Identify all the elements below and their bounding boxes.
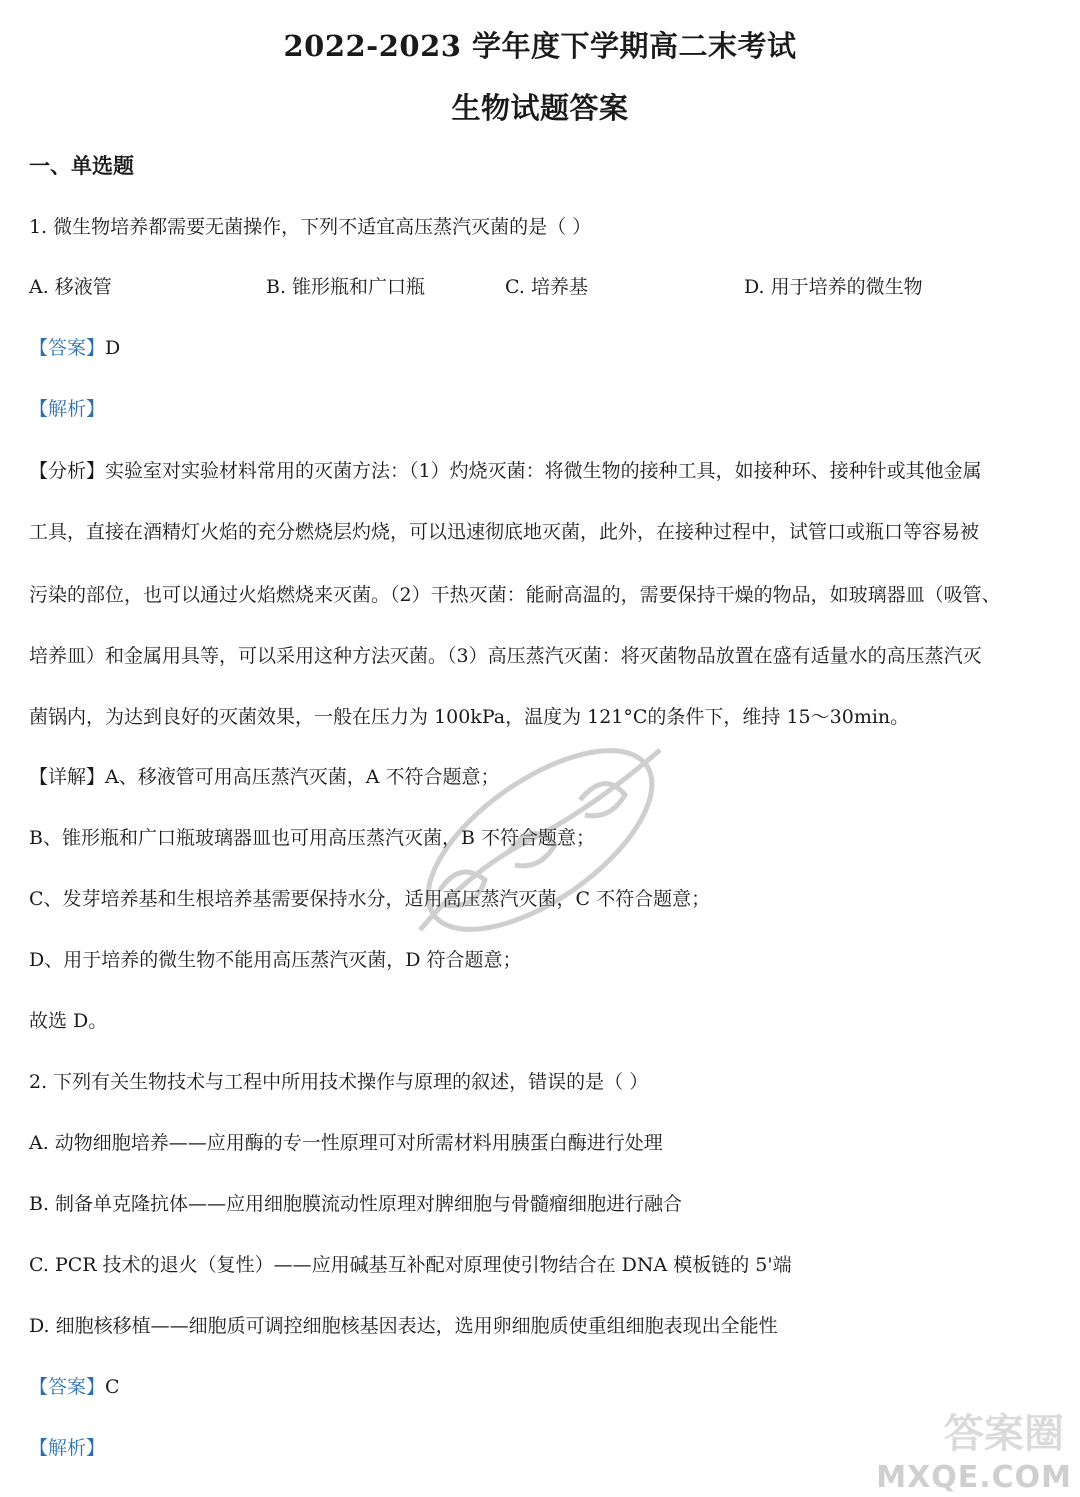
- q1-fenxi-line-3: 污染的部位，也可以通过火焰燃烧来灭菌。（2）干热灭菌：能耐高温的，需要保持干燥的物品，如玻璃器皿（吸管、: [29, 584, 1001, 606]
- q1-answer: [29, 333, 120, 360]
- section-heading: 一、单选题: [29, 153, 134, 178]
- q1-option-b: B. 锥形瓶和广口瓶: [266, 276, 426, 298]
- q1-fenxi-line-4: 培养皿）和金属用具等，可以采用这种方法灭菌。（3）高压蒸汽灭菌：将灭菌物品放置在盛有适量水的高压蒸汽灭: [29, 645, 982, 667]
- q1-option-d: D. 用于培养的微生物: [744, 276, 923, 298]
- q1-option-a: A. 移液管: [29, 276, 112, 298]
- answer-value: D: [105, 337, 121, 359]
- q1-fenxi-line-1: [29, 456, 982, 483]
- q1-fenxi-line-5: 菌锅内，为达到良好的灭菌效果，一般在压力为 100kPa，温度为 121°C的条件下，维持 15～30min。: [29, 706, 910, 728]
- brand-watermark-url: MXQE.COM: [876, 1460, 1072, 1495]
- q2-option-d: D. 细胞核移植——细胞质可调控细胞核基因表达，选用卵细胞质使重组细胞表现出全能性: [29, 1315, 778, 1337]
- q1-xiangjie-line-2: B、锥形瓶和广口瓶玻璃器皿也可用高压蒸汽灭菌，B 不符合题意；: [29, 827, 595, 849]
- q1-analysis-tag: 【解析】: [29, 398, 106, 420]
- q2-option-b: B. 制备单克隆抗体——应用细胞膜流动性原理对脾细胞与骨髓瘤细胞进行融合: [29, 1193, 683, 1215]
- page-title: 2022-2023 学年度下学期高二末考试: [283, 29, 797, 63]
- question-1-stem: 1. 微生物培养都需要无菌操作，下列不适宜高压蒸汽灭菌的是（ ）: [29, 216, 592, 238]
- answer-tag: 【答案】: [29, 337, 106, 359]
- q1-xiangjie-line-1: [29, 762, 500, 789]
- brand-watermark-cn: 答案圈: [944, 1411, 1064, 1457]
- answer-value: C: [105, 1376, 120, 1398]
- q2-answer: [29, 1372, 120, 1399]
- fenxi-text: 实验室对实验材料常用的灭菌方法：（1）灼烧灭菌：将微生物的接种工具，如接种环、接种针或其他金属: [105, 460, 982, 482]
- xiangjie-text: A、移液管可用高压蒸汽灭菌，A 不符合题意；: [105, 766, 500, 788]
- q1-conclusion: 故选 D。: [29, 1010, 108, 1032]
- q2-analysis-tag: 【解析】: [29, 1437, 106, 1459]
- page-subtitle: 生物试题答案: [451, 91, 629, 125]
- q1-option-c: C. 培养基: [505, 276, 588, 298]
- q2-option-a: A. 动物细胞培养——应用酶的专一性原理可对所需材料用胰蛋白酶进行处理: [29, 1132, 663, 1154]
- q1-fenxi-line-2: 工具，直接在酒精灯火焰的充分燃烧层灼烧，可以迅速彻底地灭菌，此外，在接种过程中，试管口或瓶口等容易被: [29, 521, 980, 543]
- q1-xiangjie-line-4: D、用于培养的微生物不能用高压蒸汽灭菌，D 符合题意；: [29, 949, 522, 971]
- answer-tag: 【答案】: [29, 1376, 106, 1398]
- question-2-stem: 2. 下列有关生物技术与工程中所用技术操作与原理的叙述，错误的是（ ）: [29, 1071, 649, 1093]
- xiangjie-tag: 【详解】: [29, 766, 106, 788]
- fenxi-tag: 【分析】: [29, 460, 106, 482]
- q2-option-c: C. PCR 技术的退火（复性）——应用碱基互补配对原理使引物结合在 DNA 模板链的 5'端: [29, 1254, 792, 1276]
- q1-xiangjie-line-3: C、发芽培养基和生根培养基需要保持水分，适用高压蒸汽灭菌，C 不符合题意；: [29, 888, 711, 910]
